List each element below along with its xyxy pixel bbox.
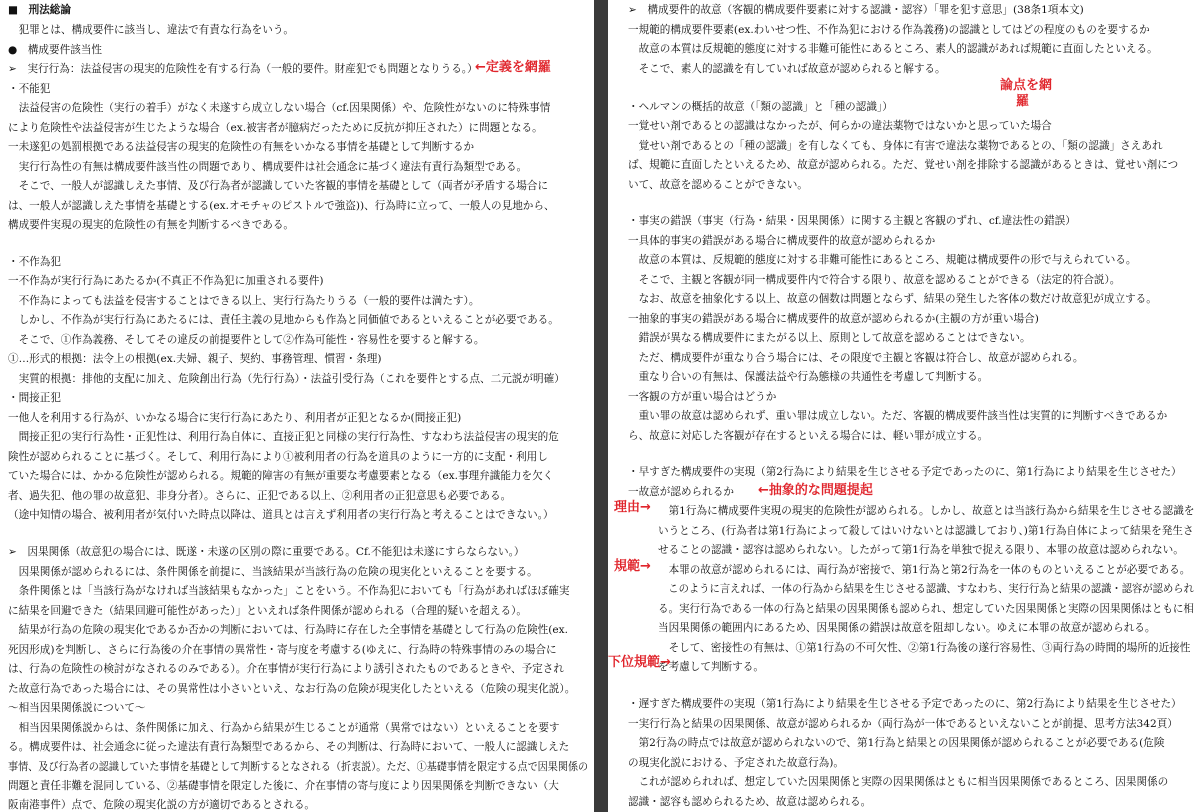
subheading-hayasugita: ・早すぎた構成要件の実現（第2行為により結果を生じさせる予定であったのに、第1行為により結果を生じさせた） [628,466,1182,478]
subheading-sotoinga: ～相当因果関係説について～ [8,702,146,714]
text-line: 者、過失犯、他の罪の故意犯、非身分者）。さらに、正犯である以上、②利用者の正犯意思も必要である。 [8,490,512,502]
issue-line: 一覚せい剤であるとの認識はなかったが、何らかの違法薬物ではないかと思っていた場合 [628,120,1052,132]
text-line: いて、故意を認めることができない。 [628,179,808,191]
text-line: は、一般人が認識しえた事情を基礎とする(ex.オモチャのピストルで強盗))、行為時に立って、一般人の見地から、 [8,200,555,212]
text-line: ば、規範に直面したといえるため、故意が認められる。ただ、覚せい剤を排除する認識があるときは、覚せい剤につ [628,159,1179,171]
heading-keiho-soron: ■ 刑法総論 [8,4,71,16]
annotation-teigi: ←定義を網羅 [475,60,551,75]
heading-inga-kankei: ➢ 因果関係（故意犯の場合には、既遂・未遂の区別の際に重要である。Cf.不能犯は未遂にすらならない。） [8,546,525,558]
text-line: る。実行行為である一体の行為と結果の因果関係も認められ、想定していた因果関係と実際の因果関係はともに相 [658,603,1194,615]
issue-line: 一規範的構成要件要素(ex.わいせつ性、不作為犯における作為義務)の認識としてはどの程度のものを要するか [628,24,1150,36]
text-line: そこで、一般人が認識しえた事情、及び行為者が認識していた客観的事情を基礎として（両者が矛盾する場合に [8,180,549,192]
text-line: そこで、素人的認識を有していれば故意が認められると解する。 [628,63,946,75]
text-line: 事情、及び行為者の認識していた事情を基礎として判断するとなされる（折衷説）。ただ、①基礎事情を限定する点で因果関係の [8,761,589,773]
text-line: ①…形式的根拠：法令上の根拠(ex.夫婦、親子、契約、事務管理、慣習・条理) [8,353,382,365]
text-line: 因果関係が認められるには、条件関係を前提に、当該結果が当該行為の危険の現実化といえることを要する。 [8,566,538,578]
subheading-funohan: ・不能犯 [8,83,51,95]
text-line: 犯罪とは、構成要件に該当し、違法で有責な行為をいう。 [8,24,295,36]
annotation-riyu: 理由→ [614,500,651,515]
issue-line: 一不作為が実行行為にあたるか(不真正不作為犯に加重される要件) [8,275,324,287]
text-line: 実行行為性の有無は構成要件該当性の問題であり、構成要件は社会通念に基づく違法有責行為類型である。 [8,161,528,173]
text-line: 険性が認められることに基づく。そして、利用行為により①被利用者の行為を道具のように一方的に支配・利用し [8,451,548,463]
text-line: そこで、主観と客観が同一構成要件内で符合する限り、故意を認めることができる（法定的符合説）。 [628,274,1121,286]
annotation-ronten-1: 論点を網 [1000,78,1053,93]
text-line: 間接正犯の実行行為性・正犯性は、利用行為自体に、直接正犯と同様の実行行為性、すなわち法益侵害の現実的危 [8,431,559,443]
text-line: しかし、不作為が実行行為にあたるには、責任主義の見地からも作為と同価値であるといえることが必要である。 [8,314,559,326]
left-page [0,0,594,812]
text-line: る。構成要件は、社会通念に従った違法有責行為類型であるから、その判断は、行為時において、一般人に認識しえた [8,741,570,753]
text-line: により危険性や法益侵害が生じたような場合（ex.被害者が臆病だったために反抗が抑圧された）に問題となる。 [8,122,543,134]
text-line: 故意の本質は反規範的態度に対する非難可能性にあるところ、素人的認識があれば規範に直面したといえる。 [628,43,1158,55]
text-line: 阪南港事件）点で、危険の現実化説の方が適切であるとされる。 [8,799,316,811]
text-line: ら、故意に対応した客観が存在するといえる場合には、軽い罪が成立する。 [628,430,989,442]
annotation-kihan: 規範→ [614,559,651,574]
issue-line: 一実行行為と結果の因果関係、故意が認められるか（両行為が一体であるといえないことが前提、思考方法342頁） [628,718,1178,730]
text-line: 結果が行為の危険の現実化であるか否かの判断においては、行為時に存在した全事情を基礎として行為の危険性(ex. [8,624,569,636]
annotation-ronten-2: 羅 [1016,94,1030,109]
subheading-osugita: ・遅すぎた構成要件の実現（第1行為により結果を生じさせる予定であったのに、第2行為により結果を生じさせた） [628,698,1182,710]
text-line: 相当因果関係説からは、条件関係に加え、行為から結果が生じることが通常（異常ではない）といえることを要す [8,722,560,734]
annotation-chushoteki: ←抽象的な問題提起 [758,483,873,498]
issue-line: 一具体的事実の錯誤がある場合に構成要件的故意が認められるか [628,235,936,247]
text-line: 本罪の故意が認められるには、両行為が密接で、第1行為と第2行為を一体のものといえることが必要である。 [658,564,1191,576]
text-line: 重なり合いの有無は、保護法益や行為態様の共通性を考慮して判断する。 [628,371,989,383]
text-line: ただ、構成要件が重なり合う場合には、その限度で主観と客観は符合し、故意が認められる。 [628,352,1084,364]
text-line: 実質的根拠：排他的支配に加え、危険創出行為（先行行為）・法益引受行為（これを要件とする点、二元説が明確） [8,373,565,385]
text-line: このように言えれば、一体の行為から結果を生じさせる認識、すなわち、実行行為と結果の認識・認容が認められ [658,583,1194,595]
issue-line: 一抽象的事実の錯誤がある場合に構成要件的故意が認められるか(主観の方が重い場合) [628,313,1039,325]
text-line: なお、故意を抽象化する以上、故意の個数は問題とならず、結果の発生した客体の数だけ故意犯が成立する。 [628,293,1157,305]
annotation-kai-kihan: 下位規範→ [608,655,671,670]
text-line: 問題と責任非難を混同している、②基礎事情を限定した後に、介在事情の寄与度により因果関係を判断できない（大 [8,780,559,792]
issue-line: 一他人を利用する行為が、いかなる場合に実行行為にあたり、利用者が正犯となるか(間接正犯) [8,412,462,424]
subheading-kansetsu-seihan: ・間接正犯 [8,392,61,404]
text-line: 条件関係とは「当該行為がなければ当該結果もなかった」ことをいう。不作為犯においても「行為があればほぼ確実 [8,585,570,597]
subheading-hermann: ・ヘルマンの概括的故意（「類の認識」と「種の認識」） [628,101,893,113]
issue-line: 一故意が認められるか [628,486,734,498]
text-line: 当因果関係の範囲内にあるため、因果関係の錯誤は故意を阻却しない。ゆえに本罪の故意が認められる。 [658,622,1156,634]
text-line: （途中知情の場合、被利用者が気付いた時点以降は、道具とは言えず利用者の実行行為と考えることはできない。） [8,509,554,521]
subheading-fusakuihan: ・不作為犯 [8,256,61,268]
subheading-jijitsu-sakugo: ・事実の錯誤（事実（行為・結果・因果関係）に関する主観と客観のずれ、cf.違法性の錯誤） [628,215,1076,227]
text-line: せることの認識・認容は認められない。したがって第1行為を単独で捉える限り、本罪の故意は認められない。 [658,544,1184,556]
text-line: ➢ 実行行為：法益侵害の現実的危険性を有する行為（一般的要件。財産犯でも問題となりうる。） [8,63,478,75]
text-line: ていた場合には、かかる危険性が認められる。規範的障害の有無が重要な考慮要素となる（ex.事理弁識能力を欠く [8,470,554,482]
issue-line: 一未遂犯の処罰根拠である法益侵害の現実的危険性の有無をいかなる事情を基礎として判断するか [8,141,475,153]
text-line: 第1行為に構成要件実現の現実的危険性が認められる。しかし、故意とは当該行為から結果を生じさせる認識を [658,505,1195,517]
issue-line: 一客観の方が重い場合はどうか [628,391,777,403]
text-line: た故意行為であった場合には、その異常性は小さいといえ、なお行為の危険が現実化したといえる（危険の現実化説）。 [8,683,576,695]
text-line: 重い罪の故意は認められず、重い罪は成立しない。ただ、客観的構成要件該当性は実質的に判断すべきであるか [628,410,1168,422]
text-line: 故意の本質は、反規範的態度に対する非難可能性にあるところ、規範は構成要件の形で与えられている。 [628,254,1137,266]
text-line: そして、密接性の有無は、①第1行為の不可欠性、②第1行為後の遂行容易性、③両行為の時間的場所的近接性 [658,642,1191,654]
heading-kosei-yoken: ● 構成要件該当性 [8,44,102,56]
text-line: 第2行為の時点では故意が認められないので、第1行為と結果との因果関係が認められることが必要である(危険 [628,737,1165,749]
heading-kosei-yoken-koi: ➢ 構成要件的故意（客観的構成要件要素に対する認識・認容）「罪を犯す意思」(38条1項本文) [628,4,1084,16]
text-line: 不作為によっても法益を侵害することはできる以上、実行行為たりうる（一般的要件は満たす）。 [8,295,480,307]
right-page [608,0,1200,812]
text-line: 構成要件実現の現実的危険性の有無を判断するべきである。 [8,219,295,231]
text-line: 法益侵害の危険性（実行の着手）がなく未遂すら成立しない場合（cf.因果関係）や、危険性がないのに特殊事情 [8,102,551,114]
text-line: の現実化説における、予定された故意行為)。 [628,757,845,769]
text-line: そこで、①作為義務、そしてその違反の前提要件として②作為可能性・容易性を要すると解する。 [8,334,485,346]
text-line: 死因形成)を判断し、さらに行為後の介在事情の異常性・寄与度を考慮する(ゆえに、行為時の特殊事情のみの場合に [8,644,557,656]
text-line: に結果を回避できた（結果回避可能性があった）」といえれば条件関係が認められる（合理的疑いを超える）。 [8,605,527,617]
text-line: 認識・認容も認められるため、故意は認められる。 [628,796,872,808]
text-line: は、行為の危険性の検討がなされるのみである）。介在事情が実行行為により誘引されたものであるときや、予定され [8,663,564,675]
text-line: 覚せい剤であるとの「種の認識」を有しなくても、身体に有害で違法な薬物であるとの、「類の認識」さえあれ [628,140,1163,152]
text-line: を考慮して判断する。 [658,661,764,673]
text-line: これが認められれば、想定していた因果関係と実際の因果関係はともに相当因果関係であるところ、因果関係の [628,776,1169,788]
text-line: いうところ、(行為者は第1行為によって殺してはいけないとは認識しており、)第1行為自体によって結果を発生さ [658,525,1194,537]
text-line: 錯誤が異なる構成要件にまたがる以上、原則として故意を認めることはできない。 [628,332,1031,344]
